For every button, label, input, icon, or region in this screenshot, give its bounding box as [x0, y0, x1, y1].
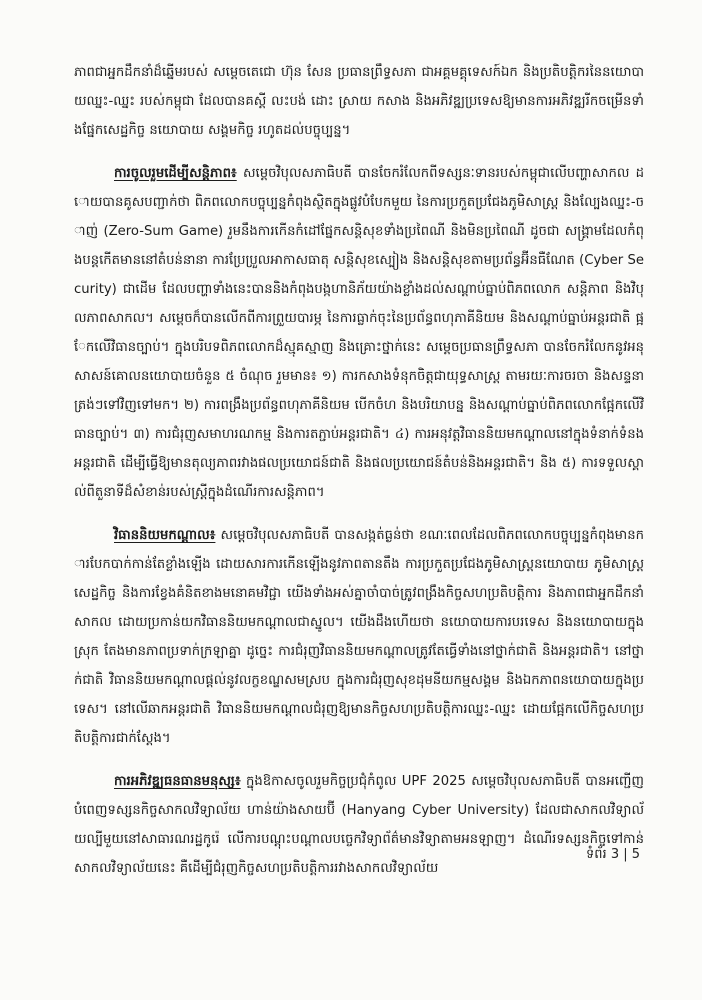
paragraph-text: សម្ដេចវិបុលសភាធិបតី បានចែករំលែកពីទស្សនៈទានរបស់កម្ពុជាលើបញ្ហាសាកល ដោយបានគូសបញ្ជាក់ថា ពិភពលោកបច្ចុប្បន្នកំពុងស្ថិតក្នុងផ្លូវបំបែកមួយ នៃការប្រកួតប្រជែងភូមិសាស្ត្រ និងល្បែងឈ្នះ-ចាញ់ (Zero-Sum Game) រួមនឹងការកើនកំដៅផ្នែកសន្តិសុខទាំងប្រពៃណី និងមិនប្រពៃណី ដូចជា សង្គ្រាមដែលកំពុងបន្តកើតមាននៅតំបន់នានា ការប្រែប្រួលអាកាសធាតុ សន្តិសុខស្បៀង និងសន្តិសុខតាមប្រព័ន្ធអ៊ីនធឺណែត (Cyber Security) ជាដើម ដែលបញ្ហាទាំងនេះបាននិងកំពុងបង្កហានិភ័យយ៉ាងខ្លាំងដល់សណ្ដាប់ធ្នាប់ពិភពលោក សន្តិភាព និងវិបុលភាពសាកល។ សម្ដេចក៏បានលើកពីការព្រួយបារម្ភ នៃការធ្លាក់ចុះនៃប្រព័ន្ធពហុភាគីនិយម និងសណ្ដាប់ធ្នាប់អន្តរជាតិ ផ្អែកលើវិធានច្បាប់។ ក្នុងបរិបទពិភពលោកដ៏ស្មុគស្មាញ និងគ្រោះថ្នាក់នេះ សម្ដេចប្រធានព្រឹទ្ធសភា បានចែករំលែកនូវអនុសាសន៍គោលនយោបាយចំនួន ៥ ចំណុច រួមមាន៖ ១) ការកសាងទំនុកចិត្តជាយុទ្ធសាស្ត្រ តាមរយៈការចរចា និងសន្ទនាត្រង់ៗទៅវិញទៅមក។ ២) ការពង្រឹងប្រព័ន្ធពហុភាគីនិយម បើកចំហ និងបរិយាបន្ន និងសណ្ដាប់ធ្នាប់ពិភពលោកផ្អែកលើវិធានច្បាប់។ ៣) ការជំរុញសមាហរណកម្ម និងការតភ្ជាប់អន្តរជាតិ។ ៤) ការអនុវត្តវិធាននិយមកណ្ដាលនៅក្នុងទំនាក់ទំនងអន្តរជាតិ ដើម្បីធ្វើឱ្យមានតុល្យភាពរវាងផលប្រយោជន៍ជាតិ និងផលប្រយោជន៍តំបន់និងអន្តរជាតិ។ និង ៥) ការទទួលស្គាល់ពីតួនាទីដ៏សំខាន់របស់ស្ត្រីក្នុងដំណើរការសន្តិភាព។	[74, 166, 644, 500]
section-heading-peace: ការចូលរួមដើម្បីសន្តិភាព៖	[114, 166, 237, 181]
page-number-value: 3 | 5	[610, 847, 640, 862]
paragraph-centrism	[74, 521, 644, 753]
paragraph-text: ភាពជាអ្នកដឹកនាំដ៏ឆ្នើមរបស់ សម្ដេចតេជោ ហ៊ុន សែន ប្រធានព្រឹទ្ធសភា ជាអគ្គមគ្គុទេសក៍ឯក និងប្រតិបត្តិករនៃនយោបាយឈ្នះ-ឈ្នះ របស់កម្ពុជា ដែលបានគស្ដី លះបង់ ដោះ ស្រាយ កសាង និងអភិវឌ្ឍប្រទេសឱ្យមានការអភិវឌ្ឍរីកចម្រើនទាំងផ្នែកសេដ្ឋកិច្ច នយោបាយ សង្គមកិច្ច រហូតដល់បច្ចុប្បន្ន។	[74, 65, 644, 138]
document-body	[74, 58, 644, 897]
paragraph-intro	[74, 58, 644, 145]
section-heading-human-resources: ការអភិវឌ្ឍធនធានមនុស្ស៖	[114, 774, 241, 789]
page-number	[586, 846, 640, 865]
paragraph-human-resources	[74, 767, 644, 883]
paragraph-text: ក្នុងឱកាសចូលរួមកិច្ចប្រជុំកំពូល UPF 2025 សម្ដេចវិបុលសភាធិបតី បានអញ្ជើញបំពេញទស្សនកិច្ចសាកលវិទ្យាល័យ ហាន់យ៉ាងសាយប៊ី (Hanyang Cyber University) ដែលជាសាកលវិទ្យាល័យល្បីមួយនៅសាធារណរដ្ឋកូរ៉េ លើការបណ្ដុះបណ្ដាលបច្ចេកវិទ្យាព័ត៌មានវិទ្យាតាមអនឡាញ។ ដំណើរទស្សនកិច្ចទៅកាន់សាកលវិទ្យាល័យនេះ គឺដើម្បីជំរុញកិច្ចសហប្រតិបត្តិការរវាងសាកលវិទ្យាល័យ	[74, 774, 644, 876]
paragraph-text: សម្ដេចវិបុលសភាធិបតី បានសង្កត់ធ្ងន់ថា ខណៈពេលដែលពិភពលោកបច្ចុប្បន្នកំពុងមានការបែកបាក់កាន់តែខ្លាំងឡើង ដោយសារការកើនឡើងនូវភាពតានតឹង ការប្រកួតប្រជែងភូមិសាស្ត្រនយោបាយ ភូមិសាស្ត្រសេដ្ឋកិច្ច និងការខ្វែងគំនិតខាងមនោគមវិជ្ជា យើងទាំងអស់គ្នាចាំបាច់ត្រូវពង្រឹងកិច្ចសហប្រតិបត្តិការ និងភាពជាអ្នកដឹកនាំសាកល ដោយប្រកាន់យកវិធាននិយមកណ្ដាលជាស្នូល។ យើងដឹងហើយថា នយោបាយការបរទេស និងនយោបាយក្នុងស្រុក តែងមានភាពប្រទាក់ក្រឡាគ្នា ដូច្នេះ ការជំរុញវិធាននិយមកណ្ដាលត្រូវតែធ្វើទាំងនៅថ្នាក់ជាតិ និងអន្តរជាតិ។ នៅថ្នាក់ជាតិ វិធាននិយមកណ្ដាលផ្ដល់នូវលក្ខខណ្ឌសមស្រប ក្នុងការជំរុញសុខដុមនីយកម្មសង្គម និងឯកភាពនយោបាយក្នុងប្រទេស។ នៅលើឆាកអន្តរជាតិ វិធាននិយមកណ្ដាលជំរុញឱ្យមានកិច្ចសហប្រតិបត្តិការឈ្នះ-ឈ្នះ ដោយផ្អែកលើកិច្ចសហប្រតិបត្តិការជាក់ស្ដែង។	[74, 528, 644, 746]
section-heading-centrism: វិធាននិយមកណ្ដាល៖	[114, 528, 216, 543]
paragraph-peace	[74, 159, 644, 507]
page-label: ទំព័រ	[586, 847, 607, 862]
